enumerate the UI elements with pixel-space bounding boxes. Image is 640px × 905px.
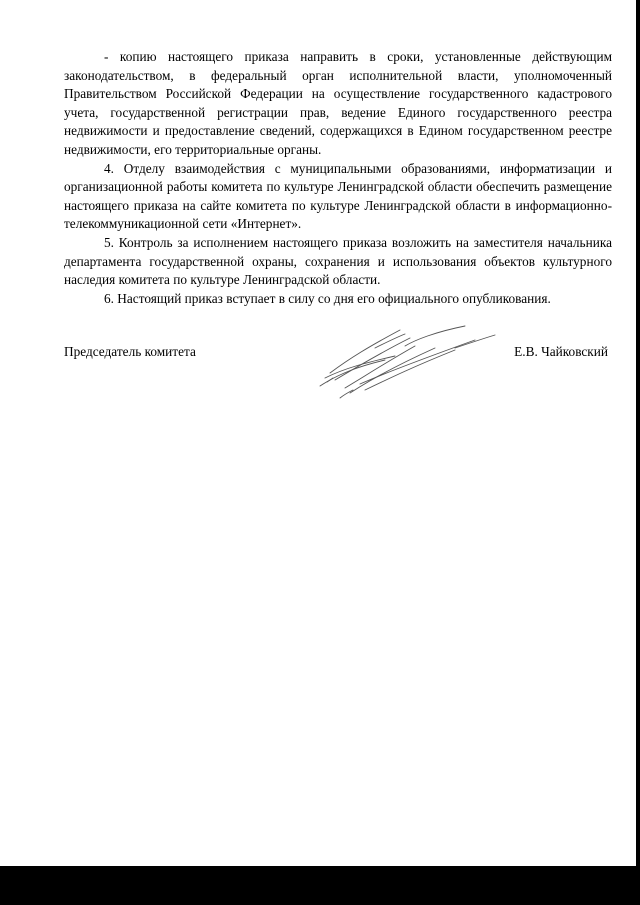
document-body bbox=[64, 48, 612, 308]
scan-right-border bbox=[636, 0, 640, 866]
handwritten-signature bbox=[305, 318, 505, 408]
paragraph-item-5: 5. Контроль за исполнением настоящего приказа возложить на заместителя начальника департамента государственной охраны, сохранения и использования объектов культурного наследия комитета по культуре Ленинградской области. bbox=[64, 234, 612, 288]
scan-bottom-border bbox=[0, 866, 640, 905]
paragraph-item-6: 6. Настоящий приказ вступает в силу со дня его официального опубликования. bbox=[104, 290, 551, 306]
signatory-position: Председатель комитета bbox=[64, 344, 196, 359]
signatory-name: Е.В. Чайковский bbox=[514, 344, 608, 359]
paragraph-item-4: 4. Отделу взаимодействия с муниципальными образованиями, информатизации и организационной работы комитета по культуре Ленинградской области обеспечить размещение настоящего приказа на сайте комитета по культуре Ленинградской области в информационно-телекоммуникационной сети «Интернет». bbox=[64, 160, 612, 232]
paragraph-copy-directive: - копию настоящего приказа направить в сроки, установленные действующим законодательством, в федеральный орган исполнительной власти, уполномоченный Правительством Российской Федерации на осуществление государственного кадастрового учета, государственной регистрации прав, ведение Единого государственного реестра недвижимости и предоставление сведений, содержащихся в Едином государственном реестре недвижимости, его территориальные органы. bbox=[64, 49, 612, 157]
